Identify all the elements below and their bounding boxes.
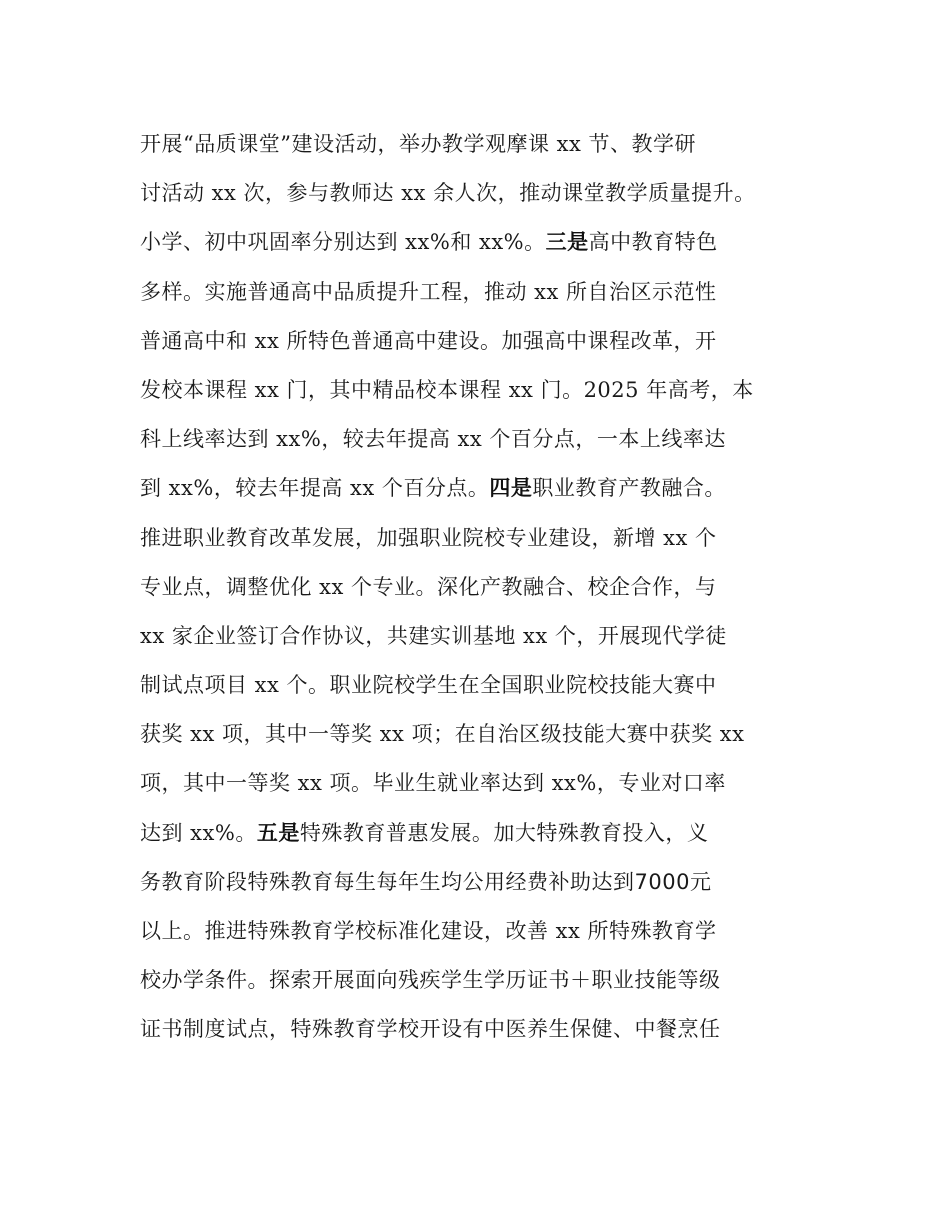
text-segment: xx 家企业签订合作协议，共建实训基地 xx 个，开展现代学徒 <box>140 623 727 648</box>
text-segment: 普通高中和 xx 所特色普通高中建设。加强高中课程改革，开 <box>140 328 717 353</box>
numeric-value: 7000 <box>634 869 690 894</box>
text-line <box>140 321 830 370</box>
text-segment: 发校本课程 xx 门，其中精品校本课程 xx 门。2025 年高考，本 <box>140 377 754 402</box>
text-segment: 讨活动 xx 次，参与教师达 xx 余人次，推动课堂教学质量提升。 <box>140 181 756 206</box>
text-line <box>140 173 830 222</box>
text-segment: 元 <box>689 869 712 894</box>
text-segment: 开展“品质课堂”建设活动，举办教学观摩课 xx 节、教学研 <box>140 132 697 156</box>
text-segment: 获奖 xx 项，其中一等奖 xx 项；在自治区级技能大赛中获奖 xx <box>140 722 745 747</box>
text-line <box>140 518 830 567</box>
text-line <box>140 370 830 419</box>
text-line <box>140 862 830 911</box>
text-segment: 务教育阶段特殊教育每生每年生均公用经费补助达到 <box>140 869 635 894</box>
text-line <box>140 616 830 665</box>
text-line <box>140 124 830 173</box>
text-line <box>140 714 830 763</box>
body-paragraph <box>140 124 830 1059</box>
text-segment: 推进职业教育改革发展，加强职业院校专业建设，新增 xx 个 <box>140 525 717 550</box>
emphasis-marker: 四是 <box>489 476 533 501</box>
text-line <box>140 567 830 616</box>
text-line <box>140 665 830 714</box>
text-segment: 特殊教育普惠发展。加大特殊教育投入，义 <box>299 820 709 845</box>
text-segment: 证书制度试点，特殊教育学校开设有中医养生保健、中餐烹任 <box>140 1017 721 1042</box>
text-line <box>140 911 830 960</box>
emphasis-marker: 三是 <box>545 230 589 255</box>
text-line <box>140 222 830 271</box>
text-segment: 多样。实施普通高中品质提升工程，推动 xx 所自治区示范性 <box>140 279 717 304</box>
text-line <box>140 960 830 1009</box>
text-line <box>140 272 830 321</box>
text-segment: 小学、初中巩固率分别达到 xx%和 xx%。 <box>140 230 546 255</box>
text-segment: 高中教育特色 <box>588 230 718 255</box>
text-line <box>140 763 830 812</box>
text-segment: 制试点项目 xx 个。职业院校学生在全国职业院校技能大赛中 <box>140 673 717 698</box>
text-segment: 校办学条件。探索开展面向残疾学生学历证书＋职业技能等级 <box>140 968 721 993</box>
text-segment: 以上。推进特殊教育学校标准化建设，改善 xx 所特殊教育学 <box>140 919 717 943</box>
text-segment: 到 xx%，较去年提高 xx 个百分点。 <box>140 476 490 501</box>
text-segment: 项，其中一等奖 xx 项。毕业生就业率达到 xx%，专业对口率 <box>140 771 726 796</box>
emphasis-marker: 五是 <box>256 820 300 845</box>
text-segment: 职业教育产教融合。 <box>532 476 726 501</box>
text-segment: 科上线率达到 xx%，较去年提高 xx 个百分点，一本上线率达 <box>140 427 726 452</box>
text-line <box>140 1009 830 1058</box>
text-line <box>140 813 830 862</box>
text-segment: 专业点，调整优化 xx 个专业。深化产教融合、校企合作，与 <box>140 574 717 599</box>
text-line <box>140 419 830 468</box>
text-segment: 达到 xx%。 <box>140 820 257 845</box>
text-line <box>140 468 830 517</box>
